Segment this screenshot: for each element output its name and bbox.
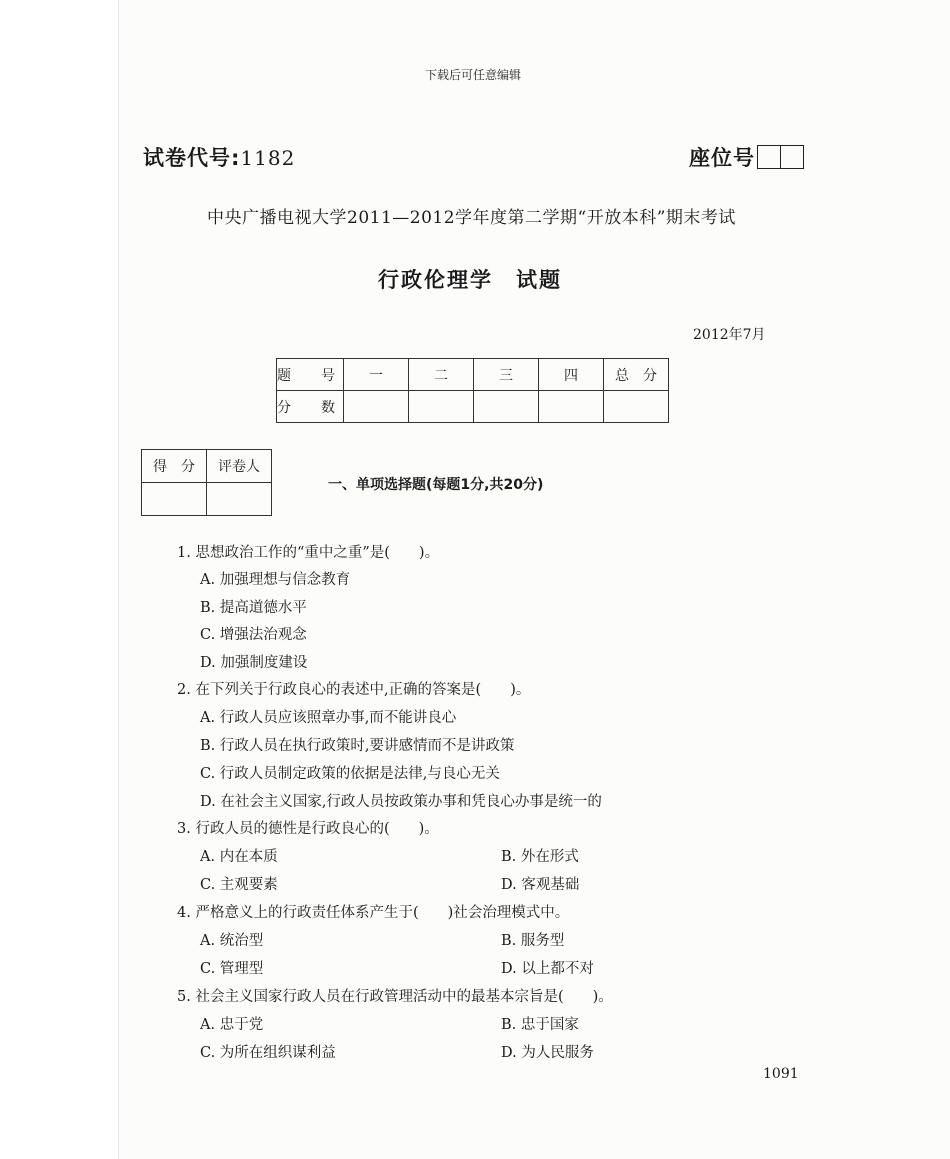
seat-boxes bbox=[757, 145, 804, 169]
question-option: A. 统治型 bbox=[200, 933, 264, 949]
question-option: B. 行政人员在执行政策时,要讲感情而不是讲政策 bbox=[200, 738, 515, 754]
page-number: 1091 bbox=[763, 1066, 799, 1082]
score-table bbox=[276, 358, 669, 423]
score-blank-cell bbox=[539, 391, 604, 423]
score-blank-cell bbox=[474, 391, 539, 423]
seat-box bbox=[757, 145, 781, 169]
question-option: D. 客观基础 bbox=[501, 877, 580, 893]
question-option: B. 外在形式 bbox=[501, 849, 579, 865]
question-stem: 5. 社会主义国家行政人员在行政管理活动中的最基本宗旨是( )。 bbox=[177, 989, 613, 1005]
question-option: B. 忠于国家 bbox=[501, 1017, 579, 1033]
question-option: D. 以上都不对 bbox=[501, 961, 594, 977]
top-note: 下载后可任意编辑 bbox=[425, 68, 522, 82]
question-stem: 4. 严格意义上的行政责任体系产生于( )社会治理模式中。 bbox=[177, 905, 570, 921]
score-blank-cell bbox=[604, 391, 669, 423]
question-option: D. 在社会主义国家,行政人员按政策办事和凭良心办事是统一的 bbox=[200, 794, 602, 810]
score-table-score-row bbox=[277, 391, 669, 423]
grader-blank-row bbox=[142, 483, 272, 516]
grader-blank-cell bbox=[207, 483, 272, 516]
score-cell: 分 数 bbox=[277, 391, 344, 423]
seat-number bbox=[689, 142, 804, 172]
subject-title: 行政伦理学 试题 bbox=[378, 268, 562, 292]
seat-label: 座位号 bbox=[689, 146, 755, 170]
score-blank-cell bbox=[409, 391, 474, 423]
score-cell: 四 bbox=[539, 359, 604, 391]
exam-code-label: 试卷代号: bbox=[143, 146, 241, 170]
question-option: A. 忠于党 bbox=[200, 1017, 264, 1033]
question-stem: 1. 思想政治工作的“重中之重”是( )。 bbox=[177, 545, 440, 561]
question-option: A. 加强理想与信念教育 bbox=[200, 572, 351, 588]
question-option: A. 行政人员应该照章办事,而不能讲良心 bbox=[200, 710, 457, 726]
score-blank-cell bbox=[344, 391, 409, 423]
question-option: D. 加强制度建设 bbox=[200, 655, 308, 671]
score-cell: 二 bbox=[409, 359, 474, 391]
score-table-header-row bbox=[277, 359, 669, 391]
section-title: 一、单项选择题(每题1分,共20分) bbox=[328, 477, 544, 493]
question-option: A. 内在本质 bbox=[200, 849, 278, 865]
question-stem: 3. 行政人员的德性是行政良心的( )。 bbox=[177, 821, 439, 837]
grader-table bbox=[141, 449, 272, 516]
question-option: C. 增强法治观念 bbox=[200, 627, 307, 643]
exam-code-value: 1182 bbox=[240, 146, 296, 170]
score-cell: 总 分 bbox=[604, 359, 669, 391]
question-option: B. 提高道德水平 bbox=[200, 600, 307, 616]
grader-blank-cell bbox=[142, 483, 207, 516]
grader-header-row bbox=[142, 450, 272, 483]
seat-box bbox=[780, 145, 804, 169]
exam-title: 中央广播电视大学2011—2012学年度第二学期“开放本科”期末考试 bbox=[207, 208, 736, 228]
grader-score-label: 得 分 bbox=[142, 450, 207, 483]
exam-date: 2012年7月 bbox=[693, 327, 766, 343]
score-cell: 题 号 bbox=[277, 359, 344, 391]
grader-name-label: 评卷人 bbox=[207, 450, 272, 483]
score-cell: 三 bbox=[474, 359, 539, 391]
question-stem: 2. 在下列关于行政良心的表述中,正确的答案是( )。 bbox=[177, 682, 531, 698]
question-option: C. 为所在组织谋利益 bbox=[200, 1045, 336, 1061]
score-cell: 一 bbox=[344, 359, 409, 391]
question-option: C. 主观要素 bbox=[200, 877, 278, 893]
question-option: C. 管理型 bbox=[200, 961, 264, 977]
question-option: B. 服务型 bbox=[501, 933, 565, 949]
question-option: C. 行政人员制定政策的依据是法律,与良心无关 bbox=[200, 766, 500, 782]
question-option: D. 为人民服务 bbox=[501, 1045, 594, 1061]
exam-code bbox=[143, 142, 295, 172]
